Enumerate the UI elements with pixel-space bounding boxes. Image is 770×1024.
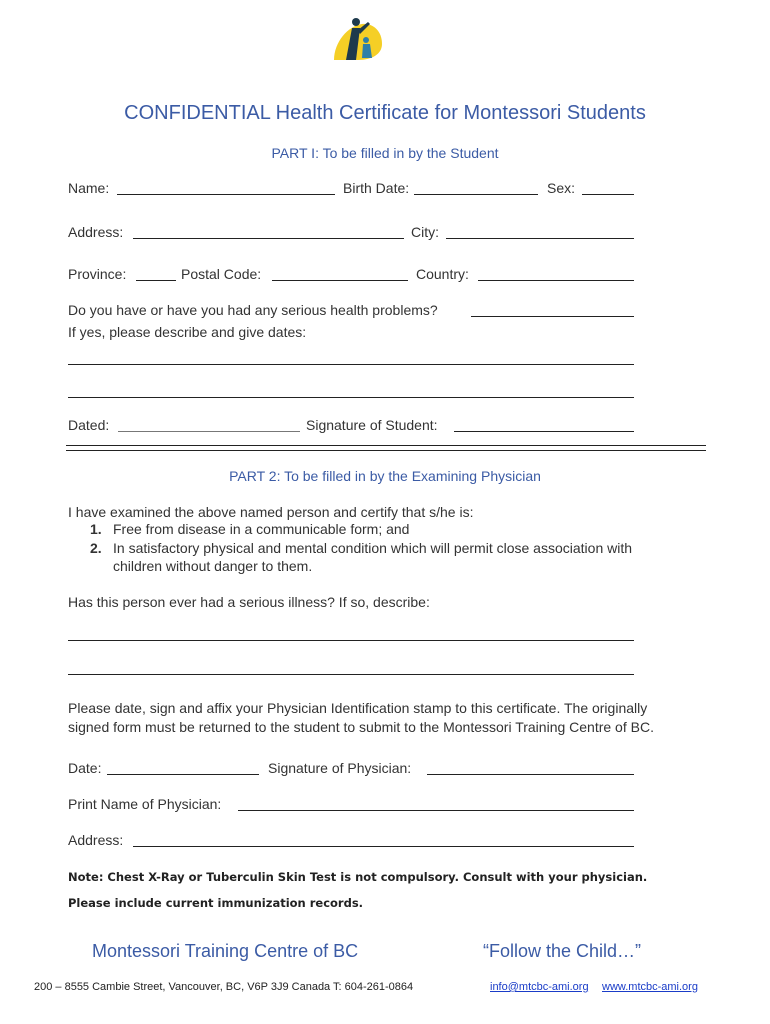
physician-date-field[interactable] [107, 774, 259, 775]
instructions-line-2: signed form must be returned to the student to submit to the Montessori Training Centre of BC. [68, 719, 654, 735]
describe-prompt: If yes, please describe and give dates: [68, 324, 307, 340]
province-field[interactable] [136, 280, 176, 281]
item-2-number: 2. [90, 540, 102, 556]
footer-address: 200 – 8555 Cambie Street, Vancouver, BC, V6P 3J9 Canada T: 604-261-0864 [34, 981, 414, 993]
country-label: Country: [416, 266, 469, 282]
dated-label: Dated: [68, 417, 110, 433]
item-2-text: In satisfactory physical and mental condition which will permit close association with [113, 540, 633, 556]
birth-date-label: Birth Date: [343, 180, 410, 196]
health-description-line-2[interactable] [68, 397, 634, 398]
logo [328, 14, 388, 64]
illness-description-line-2[interactable] [68, 674, 634, 675]
health-question: Do you have or have you had any serious health problems? [68, 302, 438, 318]
student-signature-label: Signature of Student: [306, 417, 438, 433]
physician-address-field[interactable] [133, 846, 634, 847]
city-label: City: [411, 224, 439, 240]
physician-intro: I have examined the above named person and certify that s/he is: [68, 504, 474, 520]
country-field[interactable] [478, 280, 634, 281]
print-name-field[interactable] [238, 810, 634, 811]
postal-code-label: Postal Code: [181, 266, 262, 282]
birth-date-field[interactable] [414, 194, 538, 195]
health-answer-field[interactable] [471, 316, 634, 317]
part1-heading: PART I: To be filled in by the Student [271, 145, 499, 161]
item-1-text: Free from disease in a communicable form; and [113, 521, 410, 537]
footer-motto: “Follow the Child…” [483, 941, 642, 961]
page-title: CONFIDENTIAL Health Certificate for Montessori Students [124, 102, 646, 124]
footer-org-name: Montessori Training Centre of BC [92, 941, 359, 961]
address-field[interactable] [133, 238, 404, 239]
physician-signature-label: Signature of Physician: [268, 760, 412, 776]
montessori-logo-icon [328, 14, 388, 64]
footer-website-link[interactable]: www.mtcbc-ami.org [602, 981, 698, 993]
name-field[interactable] [117, 194, 335, 195]
address-label: Address: [68, 224, 124, 240]
illness-description-line-1[interactable] [68, 640, 634, 641]
health-description-line-1[interactable] [68, 364, 634, 365]
sex-field[interactable] [582, 194, 634, 195]
student-signature-field[interactable] [454, 431, 634, 432]
sex-label: Sex: [547, 180, 576, 196]
physician-signature-field[interactable] [427, 774, 634, 775]
city-field[interactable] [446, 238, 634, 239]
name-label: Name: [68, 180, 110, 196]
illness-question: Has this person ever had a serious illness? If so, describe: [68, 594, 430, 610]
print-name-label: Print Name of Physician: [68, 796, 222, 812]
part2-heading: PART 2: To be filled in by the Examining Physician [229, 468, 541, 484]
xray-note: Note: Chest X-Ray or Tuberculin Skin Test is not compulsory. Consult with your physician. [68, 870, 648, 884]
item-2-text-continued: children without danger to them. [113, 558, 313, 574]
physician-date-label: Date: [68, 760, 102, 776]
immunization-note: Please include current immunization records. [68, 896, 364, 910]
footer-email-link[interactable]: info@mtcbc-ami.org [490, 981, 589, 993]
postal-code-field[interactable] [272, 280, 408, 281]
section-divider [66, 445, 706, 451]
item-1-number: 1. [90, 521, 102, 537]
province-label: Province: [68, 266, 127, 282]
physician-address-label: Address: [68, 832, 124, 848]
instructions-line-1: Please date, sign and affix your Physician Identification stamp to this certificate. The originally [68, 700, 648, 716]
dated-field[interactable] [118, 431, 300, 432]
